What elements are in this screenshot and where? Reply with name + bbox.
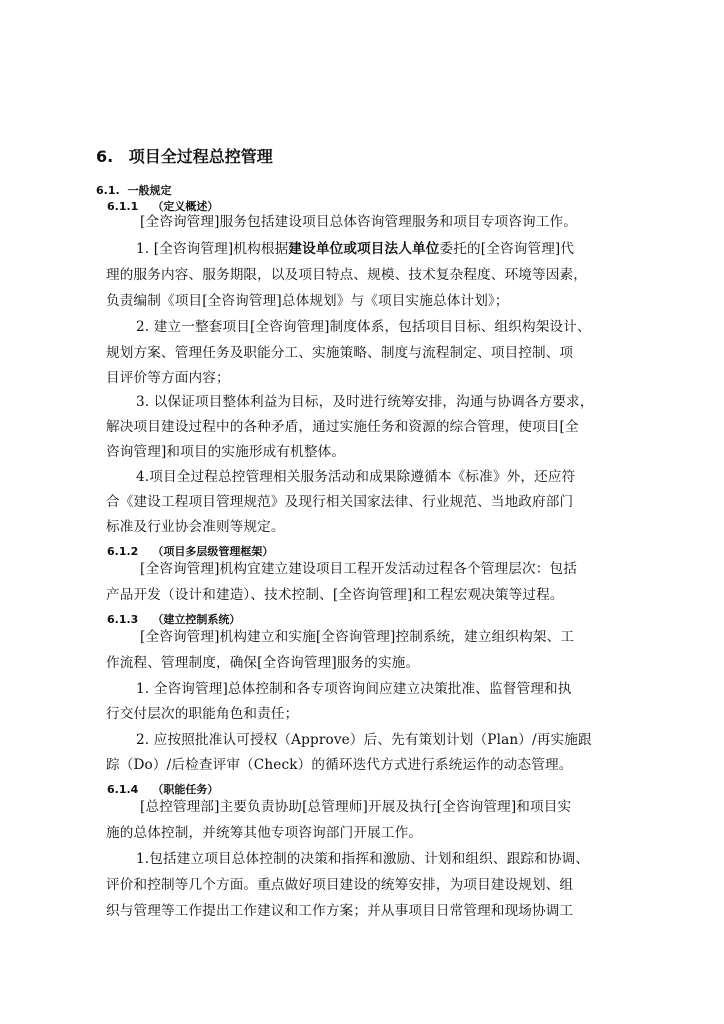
clause-number: 6.1.3: [107, 613, 139, 626]
section-number: 6.: [96, 147, 114, 166]
text-line: 标准及行业协会准则等规定。: [106, 519, 285, 535]
clause-label: （定义概述）: [152, 200, 219, 213]
text-line: 行交付层次的职能角色和责任；: [106, 706, 299, 722]
text-line: 目评价等方面内容；: [106, 370, 230, 386]
clause-number: 6.1.2: [107, 545, 139, 558]
text-line: [总控管理部]主要负责协助[总管理师]开展及执行[全咨询管理]和项目实: [140, 799, 572, 815]
section-title: 项目全过程总控管理: [128, 147, 273, 166]
text-line: 合《建设工程项目管理规范》及现行相关国家法律、行业规范、当地政府部门: [106, 494, 574, 510]
text-line: 理的服务内容、服务期限，以及项目特点、规模、技术复杂程度、环境等因素，: [106, 267, 588, 283]
text-line: 评价和控制等几个方面。重点做好项目建设的统筹安排，为项目建设规划、组: [106, 877, 574, 893]
text-line: 2. 应按照批准认可授权（Approve）后、先有策划计划（Plan）/再实施跟: [136, 732, 592, 748]
text-line: 施的总体控制，并统筹其他专项咨询部门开展工作。: [106, 825, 423, 841]
text-line: 踪（Do）/后检查评审（Check）的循环迭代方式进行系统运作的动态管理。: [106, 757, 573, 773]
clause-number: 6.1.4: [107, 783, 139, 796]
text-line: 作流程、管理制度，确保[全咨询管理]服务的实施。: [106, 655, 420, 671]
bold-emphasis: 建设单位或项目法人单位: [288, 241, 440, 257]
clause-heading-6-1-1: [107, 200, 218, 214]
text-line: 1. 全咨询管理]总体控制和各专项咨询间应建立决策批准、监督管理和执: [136, 681, 572, 697]
clause-heading-6-1-2: [107, 545, 273, 559]
clause-heading-6-1-3: [107, 613, 240, 627]
subsection-number: 6.1.: [96, 184, 120, 197]
text-line: 1. [全咨询管理]机构根据建设单位或项目法人单位委托的[全咨询管理]代: [136, 241, 575, 257]
text-line: 产品开发（设计和建造）、技术控制、[全咨询管理]和工程宏观决策等过程。: [106, 587, 564, 603]
text-line: 解决项目建设过程中的各种矛盾，通过实施任务和资源的综合管理，使项目[全: [106, 419, 579, 435]
text-line: 规划方案、管理任务及职能分工、实施策略、制度与流程制定、项目控制、项: [106, 345, 574, 361]
clause-label: （职能任务）: [152, 783, 219, 796]
clause-number: 6.1.1: [107, 200, 139, 213]
subsection-title: 一般规定: [127, 184, 172, 197]
text-line: 2. 建立一整套项目[全咨询管理]制度体系，包括项目目标、组织构架设计、: [136, 319, 591, 335]
text-line: 织与管理等工作提出工作建议和工作方案；并从事项目日常管理和现场协调工: [106, 903, 574, 919]
text-line: [全咨询管理]服务包括建设项目总体咨询管理服务和项目专项咨询工作。: [140, 214, 577, 230]
clause-label: （建立控制系统）: [152, 613, 241, 626]
clause-heading-6-1-4: [107, 783, 218, 797]
text-line: 负责编制《项目[全咨询管理]总体规划》与《项目实施总体计划》；: [106, 293, 509, 309]
text-line: 3. 以保证项目整体利益为目标，及时进行统筹安排，沟通与协调各方要求，: [136, 394, 594, 410]
text-line: 咨询管理]和项目的实施形成有机整体。: [106, 444, 346, 460]
text-line: 4.项目全过程总控管理相关服务活动和成果除遵循本《标准》外，还应符: [136, 469, 576, 485]
clause-label: （项目多层级管理框架）: [152, 545, 274, 558]
subsection-heading: [96, 184, 172, 198]
text-line: [全咨询管理]机构宜建立建设项目工程开发活动过程各个管理层次：包括: [140, 561, 577, 577]
section-heading: [96, 147, 273, 167]
text-line: [全咨询管理]机构建立和实施[全咨询管理]控制系统，建立组织构架、工: [140, 629, 575, 645]
text-line: 1.包括建立项目总体控制的决策和指挥和激励、计划和组织、跟踪和协调、: [136, 851, 590, 867]
